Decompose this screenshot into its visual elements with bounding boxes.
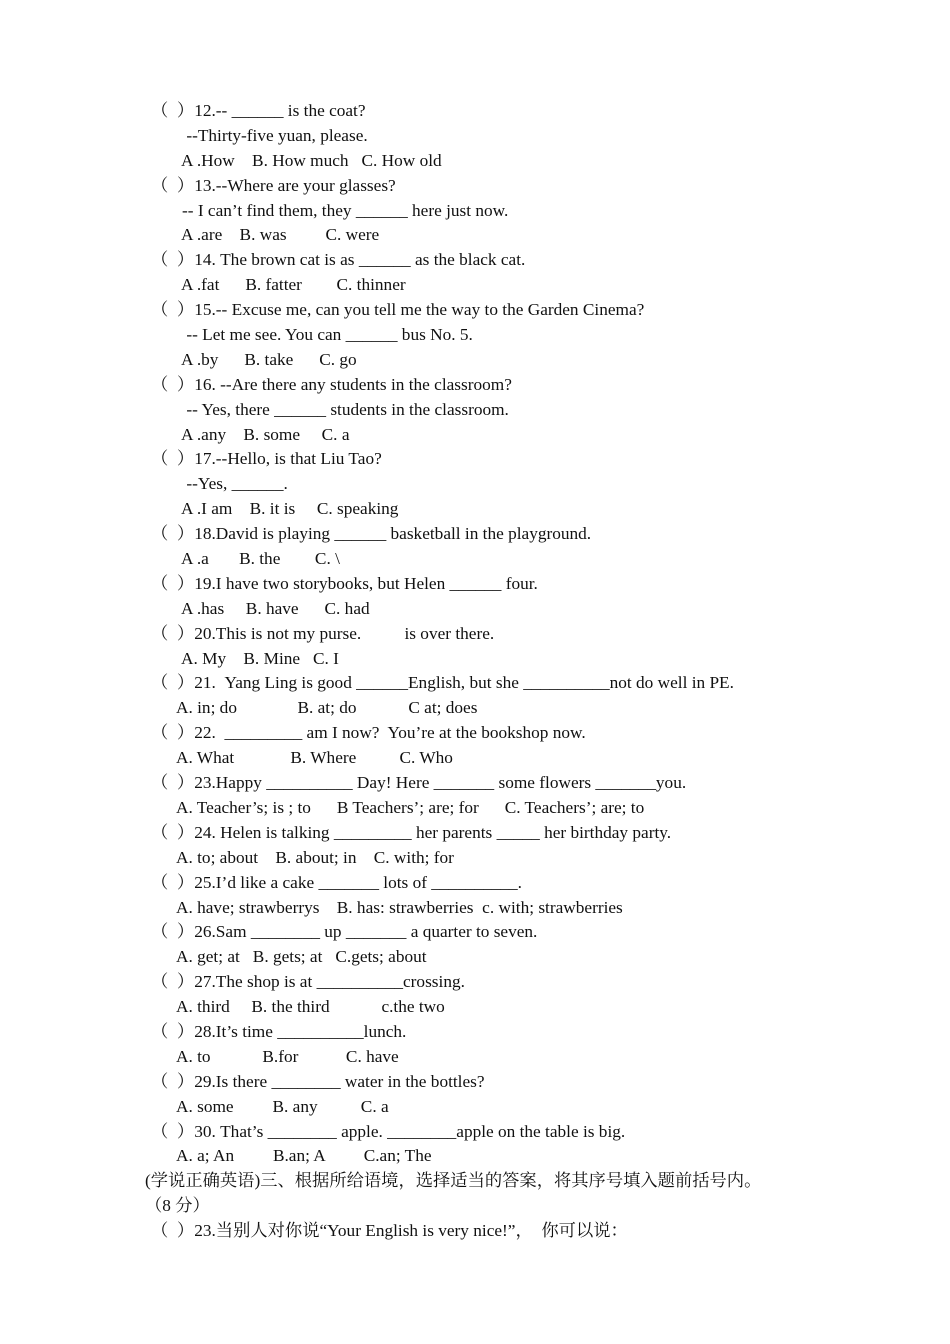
options-line: A .a B. the C. \	[181, 549, 340, 569]
question-line: （ ）20.This is not my purse. is over there.	[151, 623, 495, 643]
options-line: A .any B. some C. a	[181, 424, 350, 444]
question-line: （ ）25.I’d like a cake _______ lots of __________.	[151, 872, 523, 892]
dialogue-line: --Thirty-five yuan, please.	[182, 125, 368, 145]
dialogue-line: -- Let me see. You can ______ bus No. 5.	[182, 325, 473, 345]
question-line: （ ）18.David is playing ______ basketball in the playground.	[151, 524, 592, 544]
document-page	[0, 99, 950, 1244]
options-line: A .I am B. it is C. speaking	[181, 499, 399, 519]
question-line: （ ）28.It’s time __________lunch.	[151, 1021, 407, 1041]
question-line: （ ）26.Sam ________ up _______ a quarter to seven.	[151, 922, 538, 942]
options-line: A .has B. have C. had	[181, 598, 370, 618]
options-line: A .fat B. fatter C. thinner	[181, 275, 406, 295]
question-line: （ ）27.The shop is at __________crossing.	[151, 972, 465, 992]
options-line: A. some B. any C. a	[176, 1096, 389, 1116]
options-line: A. in; do B. at; do C at; does	[176, 698, 478, 718]
options-line: A. get; at B. gets; at C.gets; about	[176, 947, 427, 967]
dialogue-line: --Yes, ______.	[182, 474, 288, 494]
question-line: （ ）13.--Where are your glasses?	[151, 175, 396, 195]
options-line: A .are B. was C. were	[181, 225, 380, 245]
question-line: （ ）30. That’s ________ apple. ________apple on the table is big.	[151, 1121, 626, 1141]
question-line: （ ）24. Helen is talking _________ her parents _____ her birthday party.	[151, 822, 672, 842]
dialogue-line: -- Yes, there ______ students in the classroom.	[182, 399, 509, 419]
question-line: （ ）19.I have two storybooks, but Helen ______ four.	[151, 573, 538, 593]
options-line: A .by B. take C. go	[181, 349, 357, 369]
question-line: （ ）29.Is there ________ water in the bottles?	[151, 1071, 485, 1091]
options-line: A. a; An B.an; A C.an; The	[176, 1146, 432, 1166]
question-line: （ ）17.--Hello, is that Liu Tao?	[151, 449, 382, 469]
section-heading: (学说正确英语)三、根据所给语境，选择适当的答案，将其序号填入题前括号内。	[145, 1171, 762, 1191]
question-line: （ ）22. _________ am I now? You’re at the bookshop now.	[151, 723, 586, 743]
section-heading: （8 分）	[145, 1196, 210, 1216]
question-line: （ ）12.-- ______ is the coat?	[151, 101, 366, 120]
options-line: A. What B. Where C. Who	[176, 748, 453, 768]
options-line: A. to; about B. about; in C. with; for	[176, 847, 454, 867]
question-line: （ ）14. The brown cat is as ______ as the black cat.	[151, 250, 526, 270]
question-line: （ ）21. Yang Ling is good ______English, but she __________not do well in PE.	[151, 673, 734, 693]
question-line: （ ）16. --Are there any students in the classroom?	[151, 374, 512, 394]
options-line: A. My B. Mine C. I	[181, 648, 339, 668]
question-line: （ ）23.Happy __________ Day! Here _______ some flowers _______you.	[151, 773, 687, 793]
options-line: A. to B.for C. have	[176, 1046, 399, 1066]
options-line: A. have; strawberrys B. has: strawberries c. with; strawberries	[176, 897, 623, 917]
options-line: A. third B. the third c.the two	[176, 997, 445, 1017]
options-line: A. Teacher’s; is ; to B Teachers’; are; for C. Teachers’; are; to	[176, 797, 645, 817]
question-line: （ ）15.-- Excuse me, can you tell me the way to the Garden Cinema?	[151, 300, 645, 320]
dialogue-line: -- I can’t find them, they ______ here just now.	[182, 200, 509, 220]
options-line: A .How B. How much C. How old	[181, 150, 442, 170]
question-line: （ ）23.当别人对你说“Your English is very nice!”， 你可以说：	[151, 1221, 628, 1241]
